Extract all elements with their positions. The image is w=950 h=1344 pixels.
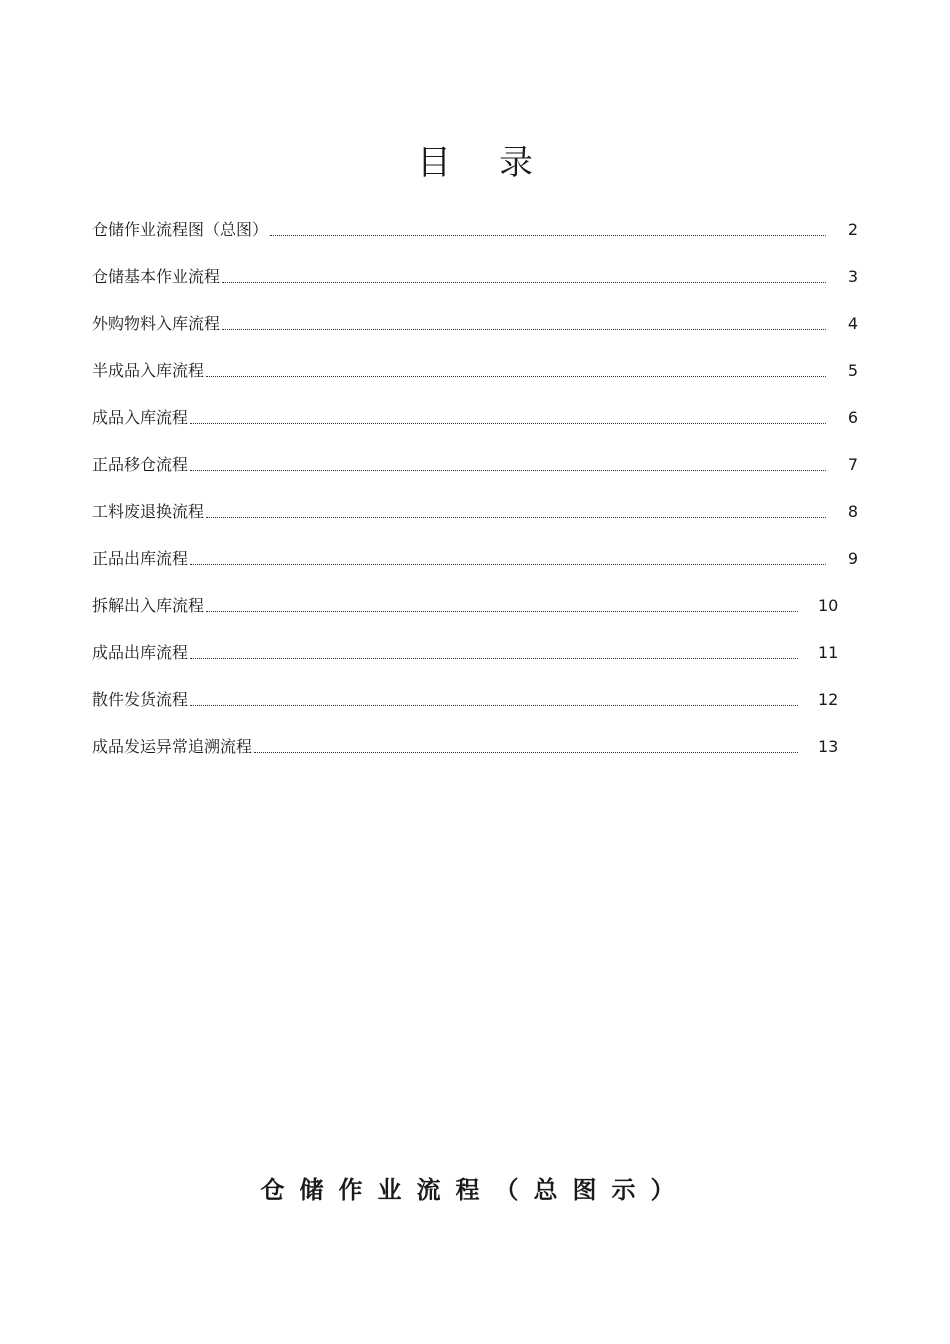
dot-leader (206, 611, 798, 612)
toc-entry-label: 正品出库流程 (92, 548, 189, 568)
dot-leader (270, 235, 826, 236)
toc-entry[interactable] (92, 441, 858, 488)
dot-leader (190, 470, 826, 471)
toc-entry-label: 成品入库流程 (92, 407, 189, 427)
toc-entry[interactable] (92, 253, 858, 300)
toc-entry[interactable] (92, 347, 858, 394)
toc-entry-page: 7 (847, 454, 858, 474)
toc-entry-page: 9 (847, 548, 858, 568)
toc-entry[interactable] (92, 535, 858, 582)
toc-list (92, 206, 858, 770)
toc-entry-label: 成品出库流程 (92, 642, 189, 662)
dot-leader (190, 564, 826, 565)
toc-entry-page: 5 (847, 360, 858, 380)
toc-entry-label: 工料废退换流程 (92, 501, 205, 521)
toc-entry-page: 4 (847, 313, 858, 333)
toc-title (0, 135, 950, 184)
dot-leader (222, 282, 826, 283)
toc-entry-page: 13 (818, 736, 839, 756)
toc-entry[interactable] (92, 629, 858, 676)
toc-entry[interactable] (92, 582, 858, 629)
toc-entry-label: 散件发货流程 (92, 689, 189, 709)
toc-entry-page: 8 (847, 501, 858, 521)
toc-entry-label: 仓储基本作业流程 (92, 266, 221, 286)
toc-entry-label: 正品移仓流程 (92, 454, 189, 474)
toc-entry[interactable] (92, 394, 858, 441)
toc-title-char-1: 目 (417, 142, 451, 183)
toc-entry-page: 2 (847, 219, 858, 239)
toc-entry-label: 外购物料入库流程 (92, 313, 221, 333)
toc-entry-page: 12 (818, 689, 839, 709)
toc-entry-page: 6 (847, 407, 858, 427)
toc-entry[interactable] (92, 488, 858, 535)
dot-leader (206, 517, 826, 518)
dot-leader (222, 329, 826, 330)
toc-title-char-2: 录 (499, 142, 533, 183)
dot-leader (190, 658, 798, 659)
toc-entry-page: 3 (847, 266, 858, 286)
toc-entry[interactable] (92, 723, 858, 770)
dot-leader (254, 752, 798, 753)
toc-entry-page: 11 (818, 642, 839, 662)
toc-entry-label: 半成品入库流程 (92, 360, 205, 380)
toc-entry[interactable] (92, 300, 858, 347)
toc-entry[interactable] (92, 676, 858, 723)
toc-entry-page: 10 (818, 595, 839, 615)
toc-entry-label: 拆解出入库流程 (92, 595, 205, 615)
dot-leader (190, 423, 826, 424)
toc-entry-label: 成品发运异常追溯流程 (92, 736, 253, 756)
toc-entry-label: 仓储作业流程图（总图） (92, 219, 269, 239)
toc-entry[interactable] (92, 206, 858, 253)
dot-leader (190, 705, 798, 706)
dot-leader (206, 376, 826, 377)
section-heading: 仓储作业流程（总图示） (260, 1175, 690, 1204)
